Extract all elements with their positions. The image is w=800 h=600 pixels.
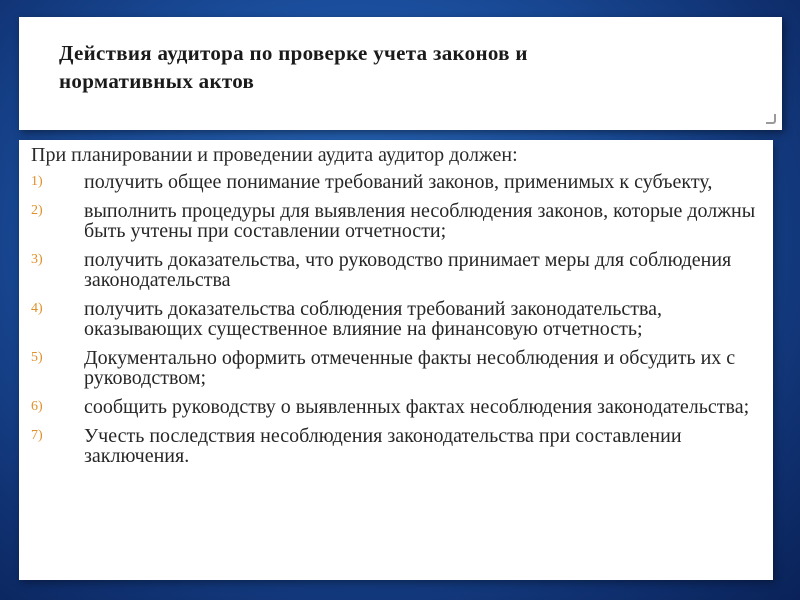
list-item-number: 5) xyxy=(31,350,43,365)
intro-text: При планировании и проведении аудита аудитор должен: xyxy=(31,144,518,166)
list-item-text: получить доказательства соблюдения требований законодательства, оказывающих существенное влияние на финансовую отчетность; xyxy=(84,298,663,340)
list-item xyxy=(31,299,763,339)
list-item xyxy=(31,348,763,388)
list-item-text: Документально оформить отмеченные факты несоблюдения и обсудить их с руководством; xyxy=(84,347,736,389)
content-box xyxy=(19,140,773,580)
slide-title-line1: Действия аудитора по проверке учета законов и xyxy=(59,41,528,65)
list-item-text: Учесть последствия несоблюдения законодательства при составлении заключения. xyxy=(84,425,682,467)
slide-title xyxy=(59,39,762,95)
slide-title-line2: нормативных актов xyxy=(59,69,255,93)
requirements-list xyxy=(31,172,763,466)
page-curl-decoration xyxy=(766,114,776,124)
list-item-text: получить общее понимание требований законов, применимых к субъекту, xyxy=(84,171,713,193)
list-item-number: 3) xyxy=(31,252,43,267)
list-item-number: 7) xyxy=(31,428,43,443)
list-item xyxy=(31,201,763,241)
list-item xyxy=(31,250,763,290)
list-item-text: сообщить руководству о выявленных фактах несоблюдения законодательства; xyxy=(84,396,750,418)
list-item-number: 2) xyxy=(31,203,43,218)
list-item-text: выполнить процедуры для выявления несоблюдения законов, которые должны быть учтены при составлении отчетности; xyxy=(84,200,756,242)
list-item xyxy=(31,397,763,417)
list-item-number: 6) xyxy=(31,399,43,414)
list-item-number: 1) xyxy=(31,174,43,189)
list-item-number: 4) xyxy=(31,301,43,316)
title-box xyxy=(19,17,782,130)
list-item xyxy=(31,426,763,466)
list-item-text: получить доказательства, что руководство принимает меры для соблюдения законодательства xyxy=(84,249,732,291)
list-item xyxy=(31,172,763,192)
